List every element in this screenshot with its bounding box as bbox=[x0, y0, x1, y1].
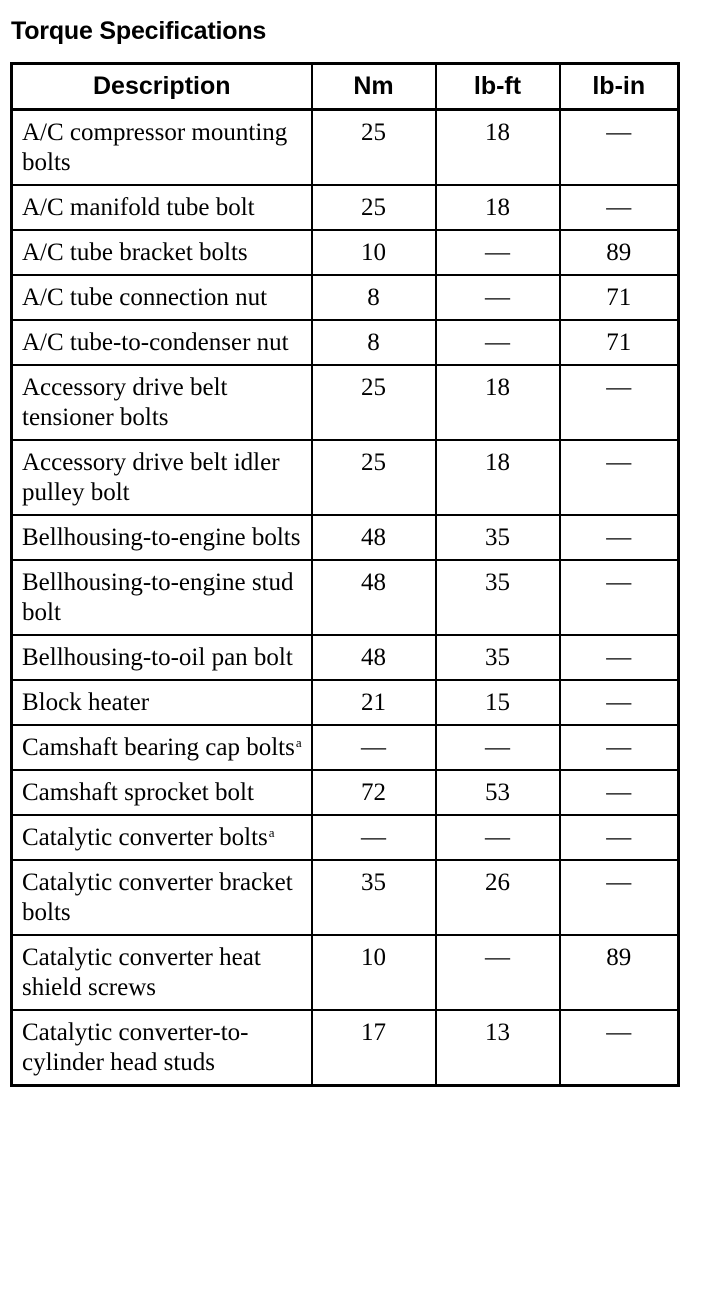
lbft-cell: — bbox=[436, 275, 560, 320]
table-row bbox=[12, 725, 679, 770]
table-body bbox=[12, 110, 679, 1086]
nm-cell: 10 bbox=[312, 935, 436, 1010]
description-text: A/C tube-to-condenser nut bbox=[22, 329, 289, 356]
lbft-cell: 18 bbox=[436, 440, 560, 515]
lbft-cell: 35 bbox=[436, 515, 560, 560]
description-cell bbox=[12, 320, 312, 365]
nm-cell: 17 bbox=[312, 1010, 436, 1086]
description-cell bbox=[12, 110, 312, 186]
lbin-cell: — bbox=[560, 1010, 679, 1086]
nm-cell: 48 bbox=[312, 560, 436, 635]
description-cell bbox=[12, 440, 312, 515]
nm-cell: 48 bbox=[312, 635, 436, 680]
description-cell bbox=[12, 815, 312, 860]
lbft-cell: 18 bbox=[436, 365, 560, 440]
table-row bbox=[12, 320, 679, 365]
lbft-cell: 15 bbox=[436, 680, 560, 725]
nm-cell: 25 bbox=[312, 365, 436, 440]
description-text: Catalytic converter heat shield screws bbox=[22, 944, 261, 1001]
lbft-cell: — bbox=[436, 815, 560, 860]
description-cell bbox=[12, 275, 312, 320]
table-header-row bbox=[12, 64, 679, 110]
description-cell bbox=[12, 365, 312, 440]
lbin-cell: — bbox=[560, 770, 679, 815]
table-row bbox=[12, 635, 679, 680]
lbft-cell: 18 bbox=[436, 185, 560, 230]
table-row bbox=[12, 275, 679, 320]
description-cell bbox=[12, 725, 312, 770]
table-row bbox=[12, 440, 679, 515]
lbft-cell: — bbox=[436, 935, 560, 1010]
description-text: Block heater bbox=[22, 689, 150, 716]
lbft-cell: — bbox=[436, 230, 560, 275]
lbin-cell: — bbox=[560, 725, 679, 770]
description-cell bbox=[12, 860, 312, 935]
lbin-cell: — bbox=[560, 185, 679, 230]
lbin-cell: — bbox=[560, 110, 679, 186]
lbin-cell: 71 bbox=[560, 275, 679, 320]
column-header-nm: Nm bbox=[312, 64, 436, 110]
lbin-cell: — bbox=[560, 560, 679, 635]
lbft-cell: 53 bbox=[436, 770, 560, 815]
lbin-cell: 89 bbox=[560, 935, 679, 1010]
nm-cell: — bbox=[312, 815, 436, 860]
nm-cell: 25 bbox=[312, 185, 436, 230]
nm-cell: 72 bbox=[312, 770, 436, 815]
lbin-cell: 71 bbox=[560, 320, 679, 365]
description-text: Bellhousing-to-oil pan bolt bbox=[22, 644, 293, 671]
nm-cell: 8 bbox=[312, 275, 436, 320]
table-row bbox=[12, 185, 679, 230]
nm-cell: 10 bbox=[312, 230, 436, 275]
description-text: A/C tube connection nut bbox=[22, 284, 268, 311]
table-row bbox=[12, 935, 679, 1010]
description-cell bbox=[12, 185, 312, 230]
table-row bbox=[12, 515, 679, 560]
description-text: Catalytic converter bolts bbox=[22, 824, 268, 851]
description-cell bbox=[12, 680, 312, 725]
description-text: Catalytic converter bracket bolts bbox=[22, 869, 293, 926]
lbin-cell: — bbox=[560, 635, 679, 680]
description-cell bbox=[12, 770, 312, 815]
lbin-cell: — bbox=[560, 515, 679, 560]
table-row bbox=[12, 1010, 679, 1086]
footnote-marker: a bbox=[268, 825, 275, 840]
nm-cell: 48 bbox=[312, 515, 436, 560]
description-text: A/C compressor mounting bolts bbox=[22, 119, 288, 176]
lbin-cell: — bbox=[560, 365, 679, 440]
description-cell bbox=[12, 230, 312, 275]
lbin-cell: 89 bbox=[560, 230, 679, 275]
nm-cell: 35 bbox=[312, 860, 436, 935]
lbft-cell: — bbox=[436, 320, 560, 365]
table-row bbox=[12, 680, 679, 725]
description-cell bbox=[12, 1010, 312, 1086]
description-text: A/C tube bracket bolts bbox=[22, 239, 248, 266]
lbft-cell: 35 bbox=[436, 635, 560, 680]
table-row bbox=[12, 365, 679, 440]
nm-cell: 25 bbox=[312, 110, 436, 186]
column-header-lbin: lb-in bbox=[560, 64, 679, 110]
lbin-cell: — bbox=[560, 680, 679, 725]
page-title: Torque Specifications bbox=[11, 17, 267, 45]
lbin-cell: — bbox=[560, 860, 679, 935]
description-text: Accessory drive belt tensioner bolts bbox=[22, 374, 228, 431]
table-row bbox=[12, 230, 679, 275]
table-row bbox=[12, 815, 679, 860]
description-text: Accessory drive belt idler pulley bolt bbox=[22, 449, 280, 506]
description-text: Bellhousing-to-engine bolts bbox=[22, 524, 301, 551]
description-cell bbox=[12, 515, 312, 560]
description-text: Camshaft bearing cap bolts bbox=[22, 734, 295, 761]
description-text: A/C manifold tube bolt bbox=[22, 194, 255, 221]
lbft-cell: — bbox=[436, 725, 560, 770]
lbft-cell: 35 bbox=[436, 560, 560, 635]
table-row bbox=[12, 110, 679, 186]
lbin-cell: — bbox=[560, 440, 679, 515]
table-row bbox=[12, 560, 679, 635]
description-cell bbox=[12, 635, 312, 680]
table-row bbox=[12, 770, 679, 815]
nm-cell: — bbox=[312, 725, 436, 770]
lbft-cell: 18 bbox=[436, 110, 560, 186]
torque-spec-table bbox=[10, 62, 680, 1087]
nm-cell: 8 bbox=[312, 320, 436, 365]
nm-cell: 25 bbox=[312, 440, 436, 515]
description-text: Camshaft sprocket bolt bbox=[22, 779, 254, 806]
table-row bbox=[12, 860, 679, 935]
column-header-lbft: lb-ft bbox=[436, 64, 560, 110]
description-text: Bellhousing-to-engine stud bolt bbox=[22, 569, 294, 626]
lbft-cell: 13 bbox=[436, 1010, 560, 1086]
lbin-cell: — bbox=[560, 815, 679, 860]
lbft-cell: 26 bbox=[436, 860, 560, 935]
description-cell bbox=[12, 560, 312, 635]
nm-cell: 21 bbox=[312, 680, 436, 725]
column-header-description: Description bbox=[12, 64, 312, 110]
description-cell bbox=[12, 935, 312, 1010]
footnote-marker: a bbox=[295, 735, 302, 750]
description-text: Catalytic converter-to-cylinder head studs bbox=[22, 1019, 249, 1076]
